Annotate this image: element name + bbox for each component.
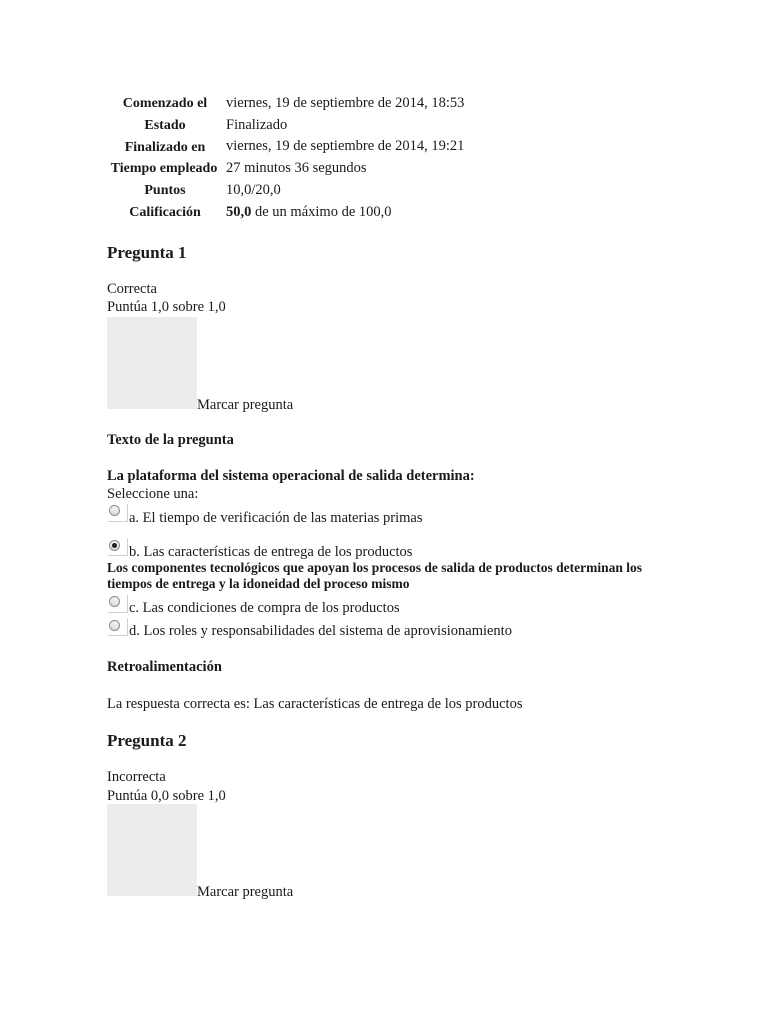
radio-button-icon[interactable] — [109, 596, 120, 607]
option-specific-feedback: Los componentes tecnológicos que apoyan los procesos de salida de productos determinan los tiempos de entrega y la idoneidad del proceso mismo — [107, 560, 643, 591]
option-label: a. El tiempo de verificación de las materias primas — [129, 510, 423, 526]
radio-button-icon[interactable] — [109, 505, 120, 516]
flag-icon[interactable] — [107, 804, 197, 896]
summary-value-started: viernes, 19 de septiembre de 2014, 18:53 — [226, 95, 465, 111]
flag-icon[interactable] — [107, 317, 197, 409]
select-one-label: Seleccione una: — [107, 486, 199, 502]
summary-label-state: Estado — [144, 118, 186, 133]
summary-label-time-taken: Tiempo empleado — [110, 161, 218, 176]
summary-label-started: Comenzado el — [122, 96, 208, 111]
grade-score: 50,0 — [226, 204, 252, 220]
summary-value-points: 10,0/20,0 — [226, 182, 281, 198]
summary-value-finished: viernes, 19 de septiembre de 2014, 19:21 — [226, 138, 465, 154]
summary-label-grade: Calificación — [129, 205, 201, 220]
radio-button-icon[interactable] — [109, 620, 120, 631]
question-state: Incorrecta — [107, 769, 166, 785]
option-label: b. Las características de entrega de los productos — [129, 544, 413, 560]
question-grade: Puntúa 1,0 sobre 1,0 — [107, 299, 226, 315]
option-label: d. Los roles y responsabilidades del sistema de aprovisionamiento — [129, 623, 512, 639]
feedback-heading: Retroalimentación — [107, 659, 222, 675]
question-title: Pregunta 1 — [107, 243, 187, 262]
grade-max: de un máximo de 100,0 — [251, 204, 392, 220]
summary-value-state: Finalizado — [226, 117, 288, 133]
question-title: Pregunta 2 — [107, 731, 187, 750]
summary-label-points: Puntos — [144, 183, 186, 198]
flag-question-link[interactable]: Marcar pregunta — [197, 397, 294, 413]
summary-value-time-taken: 27 minutos 36 segundos — [226, 160, 367, 176]
correct-answer-feedback: La respuesta correcta es: Las características de entrega de los productos — [107, 696, 523, 712]
question-state: Correcta — [107, 281, 157, 297]
summary-value-grade — [226, 203, 392, 221]
radio-button-checked-icon[interactable] — [109, 540, 120, 551]
question-grade: Puntúa 0,0 sobre 1,0 — [107, 788, 226, 804]
flag-question-link[interactable]: Marcar pregunta — [197, 884, 294, 900]
question-prompt: La plataforma del sistema operacional de salida determina: — [107, 468, 475, 484]
question-text-heading: Texto de la pregunta — [107, 432, 234, 448]
summary-label-finished: Finalizado en — [124, 140, 206, 155]
option-label: c. Las condiciones de compra de los productos — [129, 600, 400, 616]
